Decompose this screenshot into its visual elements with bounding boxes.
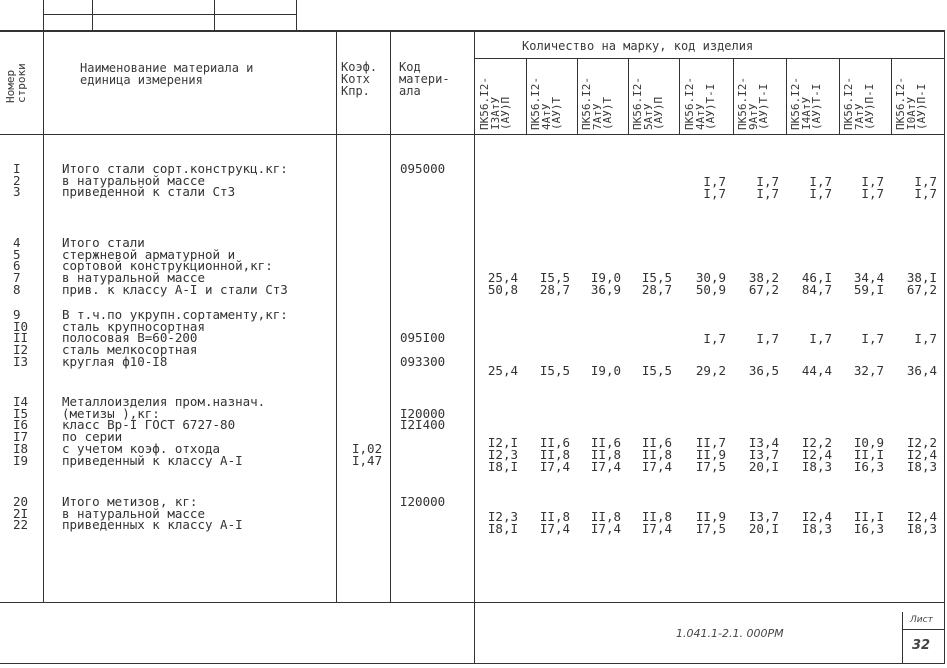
stub-line	[43, 0, 44, 30]
value-cell: I3,4	[748, 435, 779, 450]
value-cell: I8,I	[487, 459, 518, 474]
value-cell: I7,4	[539, 459, 570, 474]
row-numbers: I 2 3	[13, 161, 21, 200]
header-bottom-border	[0, 134, 944, 135]
value-cell: II,8	[641, 509, 672, 524]
col-divider	[43, 30, 44, 603]
value-cell: I9,0	[590, 363, 621, 378]
coefficients: I,02 I,47	[352, 440, 383, 468]
product-col-divider	[679, 58, 680, 135]
value-cell: 29,2	[695, 363, 726, 378]
product-code-header: ПК56.I2- I4АтУ (АУ)Т-I	[789, 77, 823, 130]
value-cell: 38,2	[748, 270, 779, 285]
product-col-divider	[839, 58, 840, 135]
value-cell: 34,4	[853, 270, 884, 285]
sheet-label: Лист	[910, 615, 933, 625]
value-cell: I8,I	[487, 521, 518, 536]
col-divider	[390, 30, 391, 603]
value-cell: 38,I	[906, 270, 937, 285]
product-code-header: ПК56.I2- 7АтУ (АУ)Т	[580, 77, 614, 130]
row-numbers: 20 2I 22	[13, 494, 29, 533]
header-material-name: Наименование материала и единица измерения	[80, 61, 254, 87]
material-names: В т.ч.по укрупн.сортаменту,кг: сталь крупносортная полосовая В=60-200 сталь мелкосортная круглая ф10-I8	[62, 307, 288, 369]
col-divider	[944, 30, 945, 664]
value-cell: II,8	[539, 509, 570, 524]
value-cell: 50,9	[695, 282, 726, 297]
value-cell: I,7	[703, 331, 726, 346]
value-cell: I7,5	[695, 521, 726, 536]
value-cell: I2,3	[487, 447, 518, 462]
value-cell: II,6	[590, 435, 621, 450]
footer-bottom-border	[0, 663, 944, 664]
value-cell: 20,I	[748, 521, 779, 536]
header-material-code: Код матери- ала	[399, 60, 450, 98]
material-names: Итого стали стержневой арматурной и сортовой конструкционной,кг: в натуральной массе прив. к классу А-I и стали Ст3	[62, 235, 288, 297]
value-cell: II,I	[853, 509, 884, 524]
value-cell: 46,I	[801, 270, 832, 285]
value-cell: I2,4	[906, 447, 937, 462]
header-coefficient: Коэф. Котх Кпр.	[341, 60, 378, 98]
value-cell: I,7	[703, 186, 726, 201]
value-cell: I,7	[861, 186, 884, 201]
value-cell: I,7	[756, 174, 779, 189]
value-cell: I8,3	[906, 459, 937, 474]
sheet-number: 32	[912, 638, 931, 653]
value-cell: I,7	[703, 174, 726, 189]
header-quantity-title: Количество на марку, код изделия	[522, 39, 754, 53]
product-col-divider	[891, 58, 892, 135]
value-cell: 67,2	[748, 282, 779, 297]
value-cell: 84,7	[801, 282, 832, 297]
stamp-divider	[902, 629, 944, 630]
row-numbers: 9 I0 II I2 I3	[13, 307, 29, 369]
value-cell: I8,3	[801, 459, 832, 474]
value-cell: I,7	[861, 331, 884, 346]
value-cell: 28,7	[539, 282, 570, 297]
material-codes: I20000 I2I400	[400, 405, 446, 433]
value-cell: I2,4	[801, 509, 832, 524]
product-code-header: ПК56.I2- 4АтУ (АУ)Т	[529, 77, 563, 130]
value-cell: I7,4	[539, 521, 570, 536]
product-col-divider	[628, 58, 629, 135]
value-cell: I2,4	[906, 509, 937, 524]
value-cell: I,7	[861, 174, 884, 189]
material-codes: I20000	[400, 494, 446, 509]
product-code-header: ПК56.I2- I3АтУ (АУ)П	[478, 77, 512, 130]
value-cell: I,7	[809, 331, 832, 346]
value-cell: 59,I	[853, 282, 884, 297]
value-cell: I9,0	[590, 270, 621, 285]
value-cell: I,7	[756, 331, 779, 346]
value-cell: II,9	[695, 447, 726, 462]
value-cell: 25,4	[487, 363, 518, 378]
row-numbers: I4 I5 I6 I7 I8 I9	[13, 394, 29, 468]
value-cell: II,8	[641, 447, 672, 462]
value-cell: I6,3	[853, 459, 884, 474]
product-code-header: ПК56.I2- I0АтУ (АУ)П-I	[894, 77, 928, 130]
value-cell: I5,5	[539, 363, 570, 378]
product-code-header: ПК56.I2- 4АтУ (АУ)Т-I	[683, 77, 717, 130]
material-names: Металлоизделия пром.назнач. (метизы ),кг: класс Вр-I ГОСТ 6727-80 по серии с учетом коэф. отхода приведенный к классу А-I	[62, 394, 266, 468]
value-cell: I5,5	[539, 270, 570, 285]
value-cell: 20,I	[748, 459, 779, 474]
value-cell: 36,4	[906, 363, 937, 378]
value-cell: II,8	[590, 447, 621, 462]
stub-line	[92, 0, 93, 30]
value-cell: I7,4	[641, 459, 672, 474]
stub-line	[43, 14, 297, 15]
col-divider	[336, 30, 337, 603]
value-cell: 25,4	[487, 270, 518, 285]
value-cell: I0,9	[853, 435, 884, 450]
value-cell: I2,2	[906, 435, 937, 450]
product-col-divider	[733, 58, 734, 135]
value-cell: I2,I	[487, 435, 518, 450]
product-col-divider	[577, 58, 578, 135]
material-codes: 095I00 093300	[400, 330, 446, 369]
value-cell: 50,8	[487, 282, 518, 297]
stub-line	[214, 0, 215, 30]
value-cell: II,I	[853, 447, 884, 462]
stamp-divider	[902, 612, 903, 664]
value-cell: I7,5	[695, 459, 726, 474]
value-cell: I5,5	[641, 270, 672, 285]
value-cell: I,7	[809, 186, 832, 201]
value-cell: I3,7	[748, 447, 779, 462]
table-bottom-border	[0, 602, 944, 603]
value-cell: II,7	[695, 435, 726, 450]
product-col-divider	[526, 58, 527, 135]
value-cell: 36,5	[748, 363, 779, 378]
value-cell: I7,4	[590, 459, 621, 474]
row-numbers: 4 5 6 7 8	[13, 235, 21, 297]
value-cell: 67,2	[906, 282, 937, 297]
stub-line	[296, 0, 297, 30]
value-cell: I,7	[756, 186, 779, 201]
value-cell: I2,4	[801, 447, 832, 462]
value-cell: 44,4	[801, 363, 832, 378]
value-cell: I,7	[914, 174, 937, 189]
value-cell: I2,3	[487, 509, 518, 524]
value-cell: II,8	[590, 509, 621, 524]
value-cell: I7,4	[641, 521, 672, 536]
quantity-title-underline	[474, 58, 944, 59]
table-top-border	[0, 30, 944, 32]
material-names: Итого стали сорт.конструкц.кг: в натуральной массе приведенной к стали Ст3	[62, 161, 288, 200]
material-codes: 095000	[400, 161, 446, 176]
value-cell: I2,2	[801, 435, 832, 450]
header-row-number: Номер строки	[4, 63, 28, 103]
material-names: Итого метизов, кг: в натуральной массе приведенных к классу А-I	[62, 494, 243, 533]
value-cell: II,8	[539, 447, 570, 462]
product-col-divider	[786, 58, 787, 135]
value-cell: I8,3	[906, 521, 937, 536]
value-cell: 36,9	[590, 282, 621, 297]
value-cell: I,7	[914, 186, 937, 201]
value-cell: I8,3	[801, 521, 832, 536]
value-cell: II,6	[539, 435, 570, 450]
value-cell: II,6	[641, 435, 672, 450]
document-code-stamp: 1.041.1-2.1. 000РМ	[676, 627, 784, 640]
value-cell: I,7	[809, 174, 832, 189]
value-cell: II,9	[695, 509, 726, 524]
product-code-header: ПК56.I2- 9АтУ (АУ)Т-I	[736, 77, 770, 130]
value-cell: I6,3	[853, 521, 884, 536]
product-code-header: ПК56.I2- 7АтУ (АУ)П-I	[842, 77, 876, 130]
value-cell: 32,7	[853, 363, 884, 378]
value-cell: I,7	[914, 331, 937, 346]
value-cell: 30,9	[695, 270, 726, 285]
value-cell: I5,5	[641, 363, 672, 378]
value-cell: 28,7	[641, 282, 672, 297]
col-divider	[474, 30, 475, 664]
product-code-header: ПК56.I2- 5АтУ (АУ)П	[631, 77, 665, 130]
value-cell: I3,7	[748, 509, 779, 524]
value-cell: I7,4	[590, 521, 621, 536]
